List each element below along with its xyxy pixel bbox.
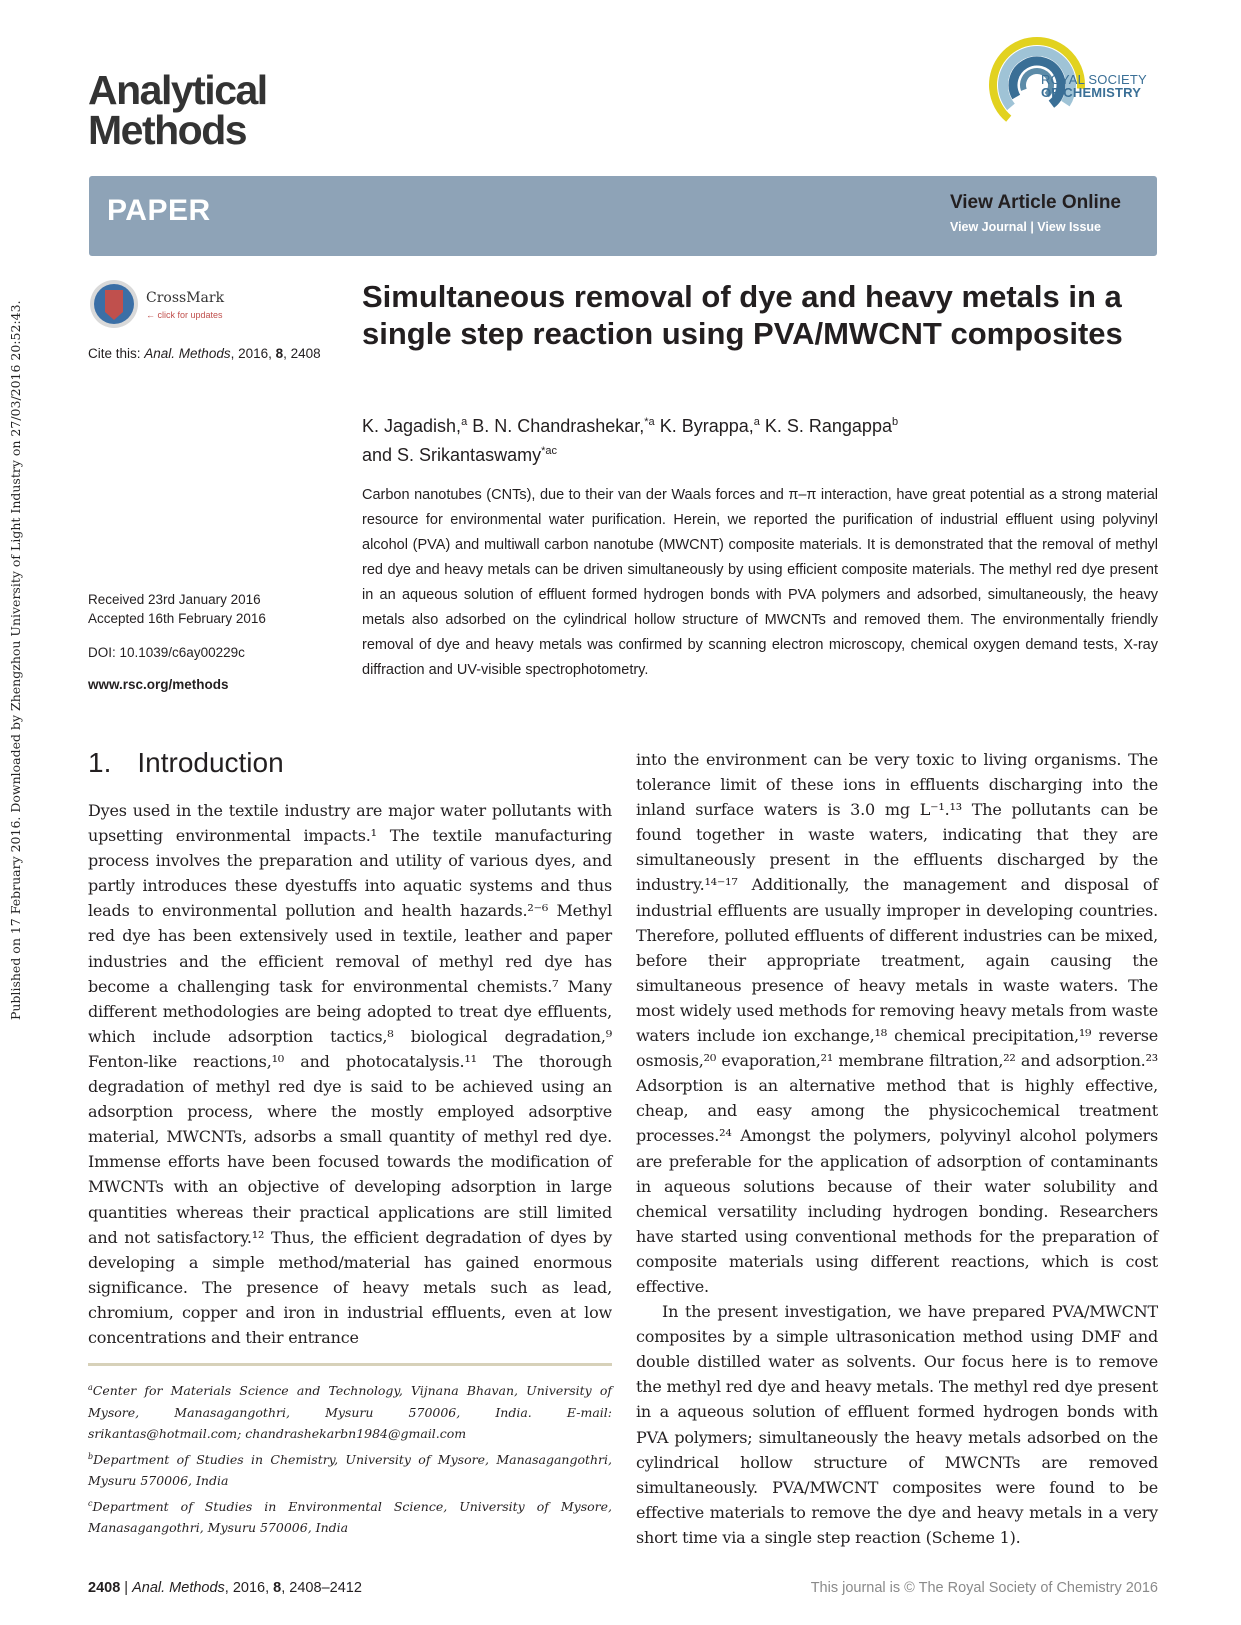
author-rangappa[interactable]: K. S. Rangappa [759,416,892,436]
abstract: Carbon nanotubes (CNTs), due to their van der Waals forces and π–π interaction, have great potential as a strong material resource for environmental water purification. Herein, we reported the purification of industrial effluent using polyvinyl alcohol (PVA) and multiwall carbon nanotube (MWCNT) composite materials. It is demonstrated that the removal of methyl red dye and heavy metals can be driven simultaneously by using efficient composite materials. The methyl red dye present in an aqueous solution of effluent formed hydrogen bonds with PVA polymers and adsorbed, simultaneously, the heavy metals also adsorbed on the cylindrical hollow structure of MWCNTs and removed them. The environmentally friendly removal of dye and heavy metals was confirmed by scanning electron microscopy, chemical oxygen demand tests, X-ray diffraction and UV-visible spectrophotometry. [362,487,1158,678]
body-column-left [88,798,612,1350]
footnote-a-text: Center for Materials Science and Technology, Vijnana Bhavan, University of Mysore, Manasagangothri, Mysuru 570006, India. E-mail: srikantas@hotmail.com; chandrashekarbn1984@gmail.com [88,1383,612,1442]
rsc-logo [985,33,1160,143]
article-dates [88,590,266,628]
doi: DOI: 10.1039/c6ay00229c [88,645,245,660]
page-number: 2408 [88,1580,121,1596]
article-title: Simultaneous removal of dye and heavy metals in a single step reaction using PVA/MWCNT composites [362,279,1123,351]
cite-year: , 2016, [230,346,276,361]
copyright-notice: This journal is © The Royal Society of Chemistry 2016 [810,1580,1158,1596]
author-jagadish[interactable]: K. Jagadish, [362,416,462,436]
banner-links [950,220,1101,234]
author-list [362,410,1142,468]
author-byrappa[interactable]: K. Byrappa, [654,416,754,436]
accepted-date: Accepted 16th February 2016 [88,611,266,626]
author-srikantaswamy[interactable]: and S. Srikantaswamy [362,445,542,465]
view-journal-link[interactable]: View Journal [949,220,1027,234]
author-chandrashekar[interactable]: B. N. Chandrashekar, [467,416,645,436]
footer-volume: 8 [273,1580,282,1596]
publication-sidenote-text: Published on 17 February 2016. Downloaded by Zhengzhou University of Light Industry on 27/03/2016 20:52:43. [8,300,23,1020]
cite-this [88,346,321,361]
intro-paragraph-1: Dyes used in the textile industry are major water pollutants with upsetting environmental impacts.¹ The textile manufacturing process involves the preparation and utility of various dyes, and partly introduces these dyestuffs into aquatic systems and thus leads to environmental pollution and health hazards.²⁻⁶ Methyl red dye has been extensively used in textile, leather and paper industries and the efficient removal of methyl red dye has become a challenging task for environmental chemists.⁷ Many different methodologies are being adopted to treat dye effluents, which include adsorption tactics,⁸ biological degradation,⁹ Fenton-like reactions,¹⁰ and photocatalysis.¹¹ The thorough degradation of methyl red dye is said to be achieved using an adsorption process, where the mostly employed adsorptive material, MWCNTs, adsorbs a small quantity of methyl red dye. Immense efforts have been focused towards the modification of MWCNTs with an objective of developing adsorption in large quantities whereas their practical applications are still limited and not satisfactory.¹² Thus, the efficient degradation of dyes by developing a simple method/material has gained enormous significance. The presence of heavy metals such as lead, chromium, copper and iron in industrial effluents, even at low concentrations and their entrance [88,801,612,1347]
footer-journal: Anal. Methods [132,1580,225,1596]
article-type: PAPER [107,194,211,227]
author-affil: b [891,416,899,428]
footnote-mark: c [88,1498,93,1508]
footnote-a [88,1377,612,1445]
journal-title-line2: Methods [88,107,247,153]
section-number: 1. [88,747,112,778]
cite-prefix: Cite this: [88,346,145,361]
footer-pages: , 2408–2412 [281,1580,362,1596]
author-affil: *ac [541,445,557,457]
cite-page: , 2408 [283,346,321,361]
affiliation-footnotes [88,1377,612,1540]
footnote-c-text: Department of Studies in Environmental Science, University of Mysore, Manasagangothri, Mysuru 570006, India [88,1498,612,1536]
publication-sidenote [4,260,24,1040]
banner-separator: | [1026,220,1038,234]
cite-volume: 8 [275,346,284,361]
section-title: Introduction [137,747,284,778]
crossmark-label: CrossMark [146,290,225,306]
footnote-mark: a [88,1383,93,1392]
footnote-divider [88,1363,612,1366]
author-affil: a [753,416,760,428]
footnote-c [88,1493,612,1539]
footer-sep: | [120,1580,133,1596]
crossmark-icon [88,278,140,330]
journal-title [88,67,267,153]
crossmark-sub: ← click for updates [146,310,223,320]
rsc-logo-line2: OF CHEMISTRY [1041,85,1142,100]
footnote-mark: b [88,1451,94,1461]
author-affil: a [461,416,468,428]
website-link[interactable]: www.rsc.org/methods [88,677,229,692]
intro-paragraph-2: In the present investigation, we have prepared PVA/MWCNT composites by a simple ultrasonication method using DMF and double distilled water as solvents. Our focus here is to remove the methyl red dye and heavy metals. The methyl red dye present in a aqueous solution of effluent formed hydrogen bonds with PVA polymers; simultaneously the heavy metals adsorbed on the cylindrical hollow structure of MWCNTs are removed simultaneously. PVA/MWCNT composites were found to be effective materials to remove the dye and heavy metals in a very short time via a single step reaction (Scheme 1). [636,1302,1158,1547]
page-footer-citation [88,1580,362,1596]
cite-journal: Anal. Methods [144,346,231,361]
body-column-right [636,747,1158,1550]
intro-paragraph-1-continued: into the environment can be very toxic to living organisms. The tolerance limit of these ions in effluents discharging into the inland surface waters is 3.0 mg L⁻¹.¹³ The pollutants can be found together in waste waters, indicating that they are simultaneously present in the effluents discharged by the industry.¹⁴⁻¹⁷ Additionally, the management and disposal of industrial effluents are usually improper in developing countries. Therefore, polluted effluents of different industries can be mixed, before their appropriate treatment, again causing the simultaneous presence of heavy metals in waste waters. The most widely used methods for removing heavy metals from waste waters include ion exchange,¹⁸ chemical precipitation,¹⁹ reverse osmosis,²⁰ evaporation,²¹ membrane filtration,²² and adsorption.²³ Adsorption is an alternative method that is highly effective, cheap, and easy among the physicochemical treatment processes.²⁴ Amongst the polymers, polyvinyl alcohol polymers are preferable for the application of adsorption of contaminants in aqueous solutions because of their water solubility and chemical versatility including hydrogen bonding. Researchers have started using conventional methods for the preparation of composite materials using different reactions, which is cost effective. [636,750,1158,1296]
received-date: Received 23rd January 2016 [88,592,261,607]
footer-year: , 2016, [224,1580,274,1596]
view-issue-link[interactable]: View Issue [1037,220,1101,234]
rsc-logo-line1: ROYAL SOCIETY [1041,72,1147,87]
article-banner [89,176,1157,256]
footnote-b [88,1446,612,1492]
crossmark-sub-text: click for updates [157,310,223,320]
journal-title-line1: Analytical [88,67,267,113]
rsc-logo-text [1041,73,1147,99]
crossmark-badge[interactable] [88,278,238,334]
section-heading [88,747,284,779]
view-article-online-link[interactable]: View Article Online [949,192,1121,213]
footnote-b-text: Department of Studies in Chemistry, University of Mysore, Manasagangothri, Mysuru 570006, India [88,1451,612,1489]
author-affil: *a [644,416,655,428]
